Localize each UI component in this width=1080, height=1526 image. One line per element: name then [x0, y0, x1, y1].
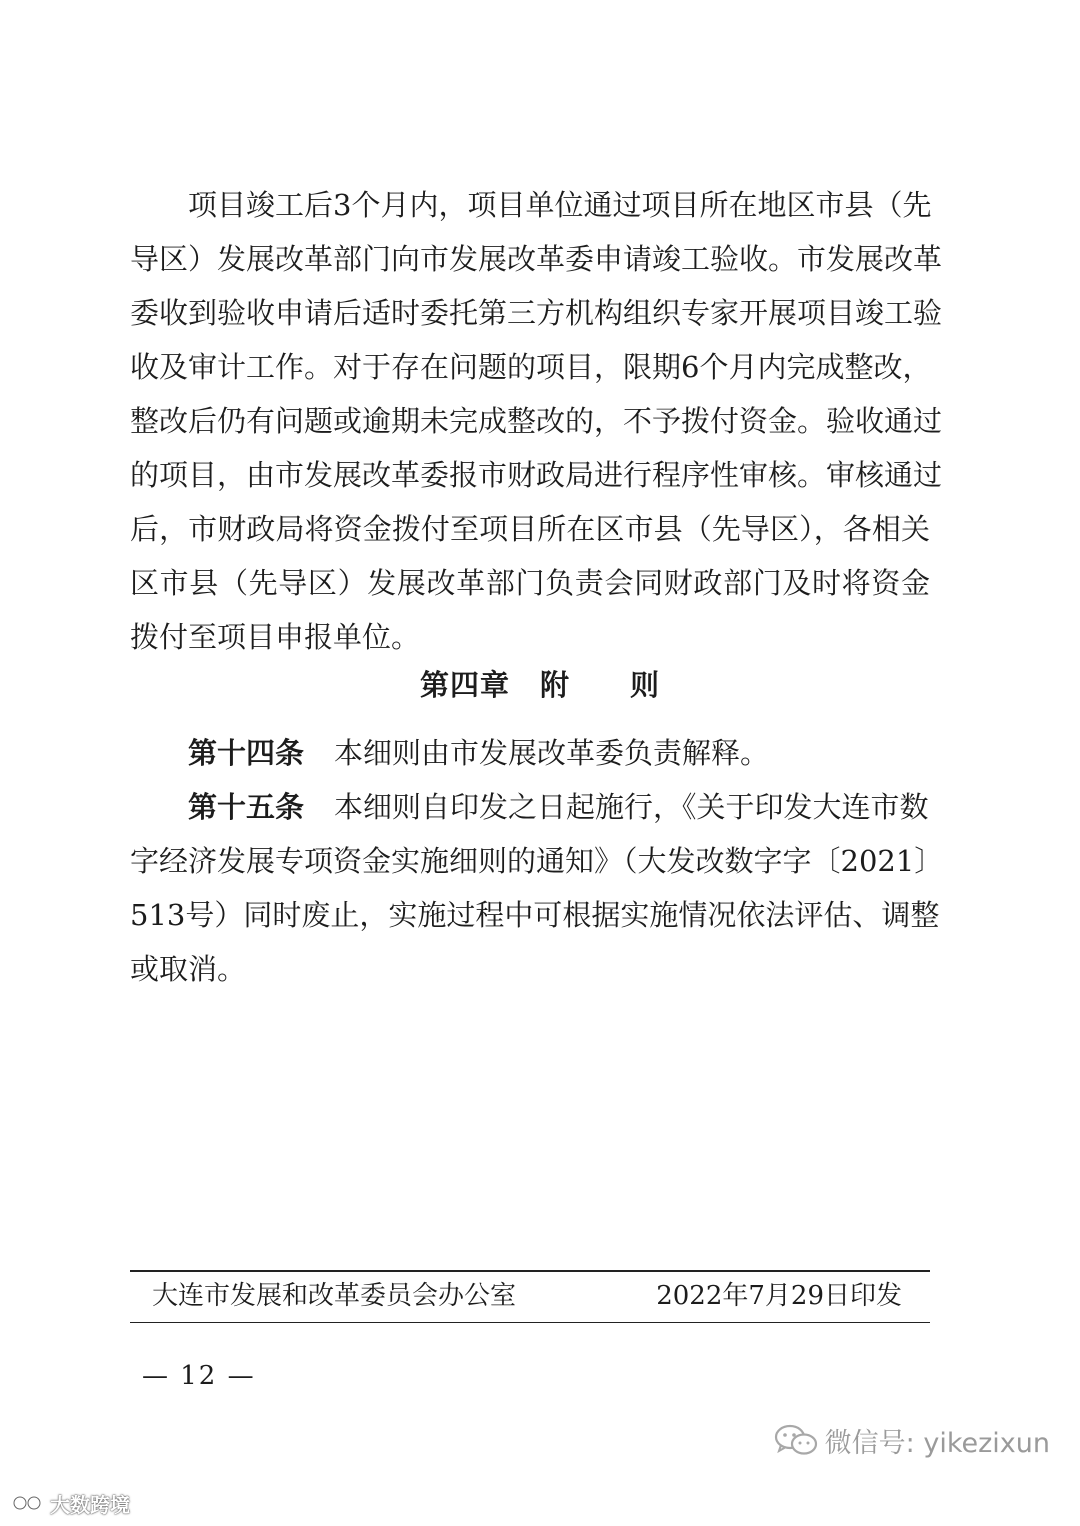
article-text: 本细则由市发展改革委负责解释。 — [334, 736, 770, 770]
page-number: — 12 — — [142, 1361, 256, 1391]
paragraph-line: 后，市财政局将资金拨付至项目所在区市县（先导区），各相关 — [130, 512, 930, 546]
article-number: 第十五条 — [188, 790, 305, 824]
brand-watermark — [12, 1488, 130, 1518]
paragraph-line: 拨付至项目申报单位。 — [130, 620, 421, 654]
article-text: 本细则自印发之日起施行，《关于印发大连市数 — [334, 790, 929, 824]
wechat-icon — [773, 1423, 819, 1457]
article-line — [188, 780, 930, 834]
footer-bottom-rule — [130, 1322, 930, 1323]
brand-name-text: 大数跨境 — [50, 1492, 130, 1517]
article-line: 或取消。 — [130, 952, 247, 986]
paragraph-line: 导区）发展改革部门向市发展改革委申请竣工验收。市发展改革 — [130, 242, 943, 276]
footer-top-rule — [130, 1270, 930, 1272]
article-number: 第十四条 — [188, 736, 305, 770]
issuing-office: 大连市发展和改革委员会办公室 — [152, 1281, 517, 1311]
wechat-id-text: 微信号: yikezixun — [824, 1427, 1050, 1459]
paragraph-line: 区市县（先导区）发展改革部门负责会同财政部门及时将资金 — [130, 566, 930, 600]
wechat-watermark — [773, 1420, 1050, 1460]
article-line: 字经济发展专项资金实施细则的通知》（大发改数字字〔2021〕 — [130, 844, 944, 878]
paragraph-line: 项目竣工后3个月内，项目单位通过项目所在地区市县（先 — [188, 188, 932, 222]
paragraph-line: 委收到验收申请后适时委托第三方机构组织专家开展项目竣工验 — [130, 296, 943, 330]
paragraph-line: 整改后仍有问题或逾期未完成整改的，不予拨付资金。验收通过 — [130, 404, 943, 438]
article-line: 513号）同时废止，实施过程中可根据实施情况依法评估、调整 — [130, 898, 940, 932]
brand-logo-icon — [12, 1491, 46, 1515]
issue-date: 2022年7月29日印发 — [656, 1281, 902, 1311]
chapter-heading: 第四章 附 则 — [419, 668, 660, 702]
article-line — [188, 726, 930, 780]
paragraph-line: 的项目，由市发展改革委报市财政局进行程序性审核。审核通过 — [130, 458, 943, 492]
paragraph-line: 收及审计工作。对于存在问题的项目，限期6个月内完成整改， — [130, 350, 932, 384]
